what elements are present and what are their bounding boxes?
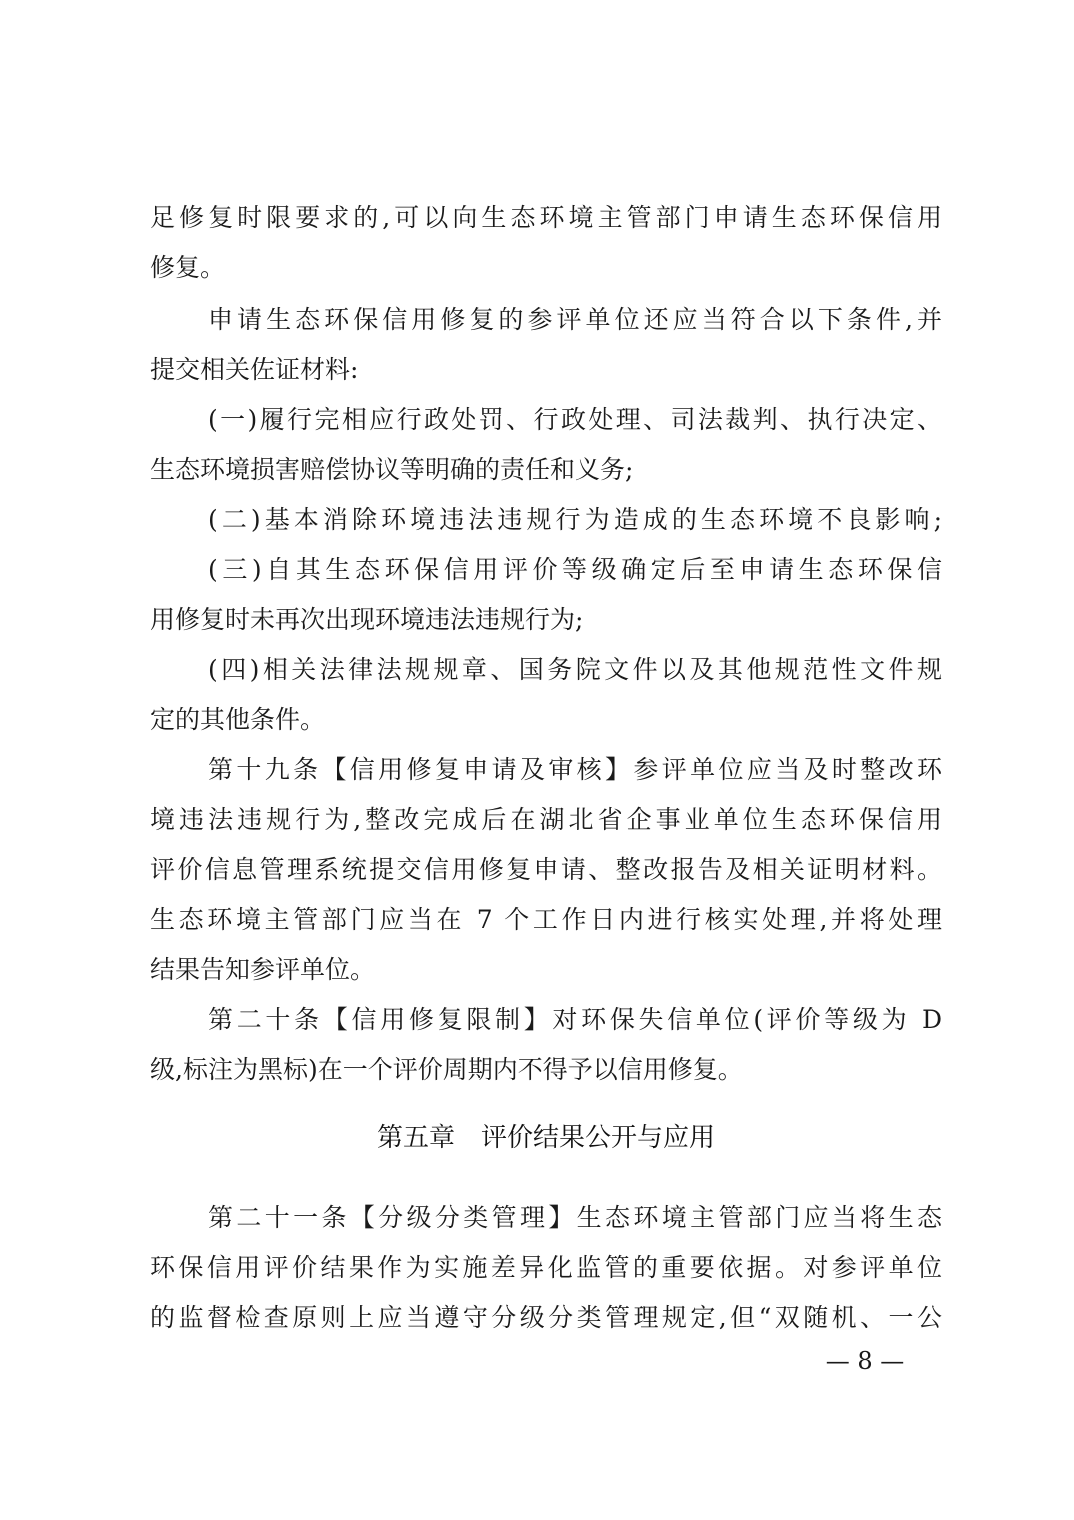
text-line-12: 第十九条【信用修复申请及审核】参评单位应当及时整改环 [208,755,942,784]
text-line-2: 修复。 [150,253,226,282]
text-line-13: 境违法违规行为,整改完成后在湖北省企事业单位生态环保信用 [150,805,942,834]
text-line-15: 生态环境主管部门应当在 7 个工作日内进行核实处理,并将处理 [150,905,942,934]
text-line-10: (四)相关法律法规规章、国务院文件以及其他规范性文件规 [208,655,942,684]
text-line-9: 用修复时未再次出现环境违法违规行为; [150,605,584,634]
text-line-14: 评价信息管理系统提交信用修复申请、整改报告及相关证明材料。 [150,855,942,884]
text-line-4: 提交相关佐证材料: [150,355,359,384]
page-number: — 8 — [825,1347,905,1375]
text-line-16: 结果告知参评单位。 [150,955,376,984]
text-line-5: (一)履行完相应行政处罚、行政处理、司法裁判、执行决定、 [208,405,942,434]
text-line-17: 第二十条【信用修复限制】对环保失信单位(评价等级为 D [208,1005,942,1034]
text-line-19: 第二十一条【分级分类管理】生态环境主管部门应当将生态 [208,1203,942,1232]
text-line-21: 的监督检查原则上应当遵守分级分类管理规定,但“双随机、一公 [150,1303,942,1332]
text-line-1: 足修复时限要求的,可以向生态环境主管部门申请生态环保信用 [150,203,942,232]
text-line-20: 环保信用评价结果作为实施差异化监管的重要依据。对参评单位 [150,1253,942,1282]
chapter-heading: 第五章 评价结果公开与应用 [376,1123,715,1153]
text-line-3: 申请生态环保信用修复的参评单位还应当符合以下条件,并 [208,305,942,334]
text-line-18: 级,标注为黑标)在一个评价周期内不得予以信用修复。 [150,1055,743,1084]
text-line-11: 定的其他条件。 [150,705,326,734]
text-line-7: (二)基本消除环境违法违规行为造成的生态环境不良影响; [208,505,942,534]
text-line-8: (三)自其生态环保信用评价等级确定后至申请生态环保信 [208,555,942,584]
text-line-6: 生态环境损害赔偿协议等明确的责任和义务; [150,455,634,484]
